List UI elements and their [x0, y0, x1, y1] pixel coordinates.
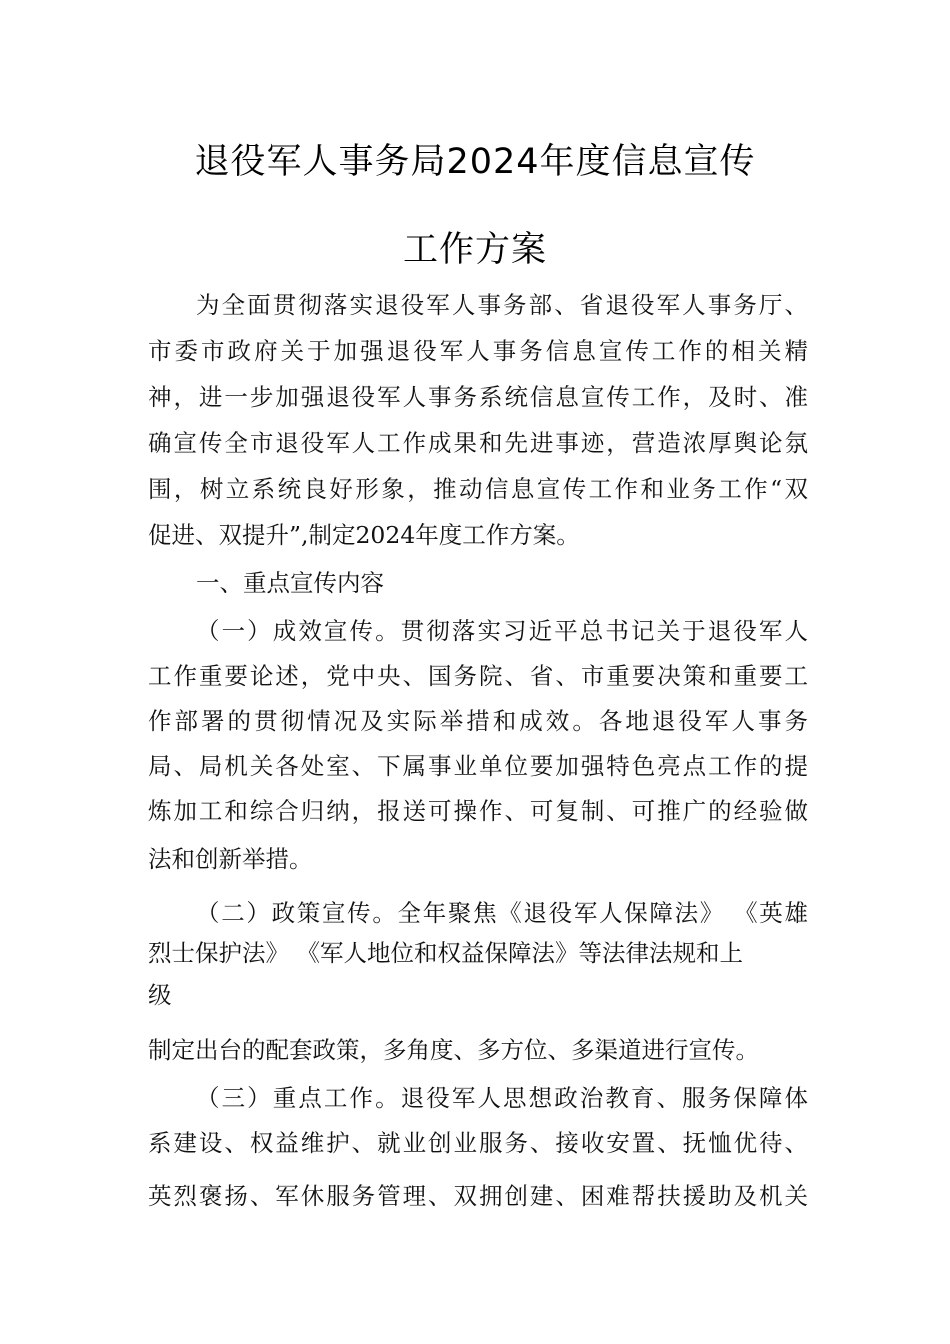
- item3-line: 系建设、权益维护、就业创业服务、接收安置、抚恤优待、: [148, 1129, 808, 1157]
- intro-line: 为全面贯彻落实退役军人事务部、省退役军人事务厅、: [196, 291, 808, 319]
- item1-line: 局、局机关各处室、下属事业单位要加强特色亮点工作的提: [148, 752, 808, 780]
- item1-line: （一）成效宣传。贯彻落实习近平总书记关于退役军人: [196, 617, 808, 645]
- item3-line: 英烈褒扬、军休服务管理、双拥创建、困难帮扶援助及机关: [148, 1182, 808, 1210]
- item1-line: 作部署的贯彻情况及实际举措和成效。各地退役军人事务: [148, 707, 808, 735]
- intro-line: 确宣传全市退役军人工作成果和先进事迹，营造浓厚舆论氛: [148, 429, 808, 457]
- intro-line: 市委市政府关于加强退役军人事务信息宣传工作的相关精: [148, 337, 808, 365]
- item2-line: 烈士保护法》 《军人地位和权益保障法》等法律法规和上: [148, 939, 743, 967]
- intro-line: 促进、双提升”,制定2024年度工作方案。: [148, 521, 580, 549]
- item1-line: 工作重要论述，党中央、国务院、省、市重要决策和重要工: [148, 662, 808, 690]
- document-title-line-2: 工作方案: [402, 230, 547, 270]
- item2-line: 制定出台的配套政策，多角度、多方位、多渠道进行宣传。: [148, 1036, 759, 1064]
- item3-line: （三）重点工作。退役军人思想政治教育、服务保障体: [196, 1084, 808, 1112]
- intro-line: 围，树立系统良好形象，推动信息宣传工作和业务工作“双: [148, 475, 808, 503]
- section-heading: 一、重点宣传内容: [196, 569, 384, 597]
- intro-line: 神，进一步加强退役军人事务系统信息宣传工作，及时、准: [148, 383, 808, 411]
- item2-line: （二）政策宣传。全年聚焦《退役军人保障法》 《英雄: [196, 899, 808, 927]
- item2-line: 级: [148, 981, 172, 1009]
- document-title-line-1: 退役军人事务局2024年度信息宣传: [194, 142, 756, 182]
- item1-line: 炼加工和综合归纳，报送可操作、可复制、可推广的经验做: [148, 797, 808, 825]
- item1-line: 法和创新举措。: [148, 845, 313, 873]
